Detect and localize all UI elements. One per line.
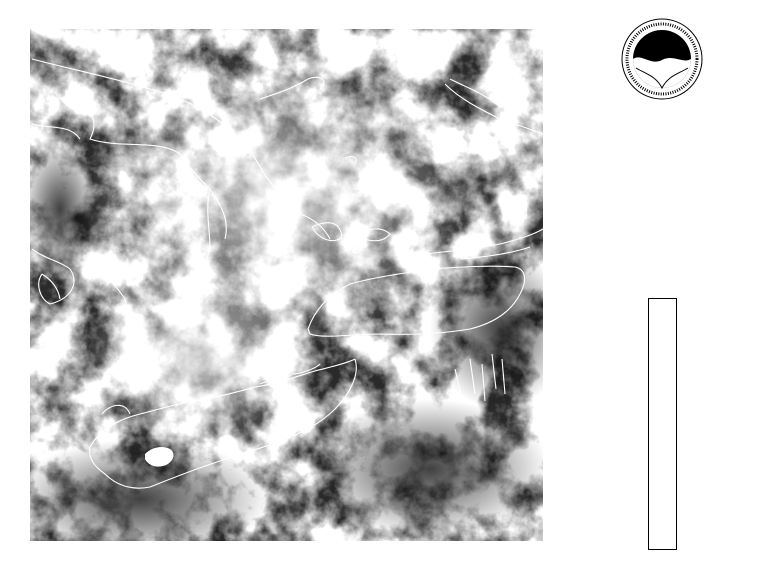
- satellite-map: [30, 29, 543, 541]
- noaa-logo: [621, 18, 703, 100]
- colorbar: [648, 298, 677, 550]
